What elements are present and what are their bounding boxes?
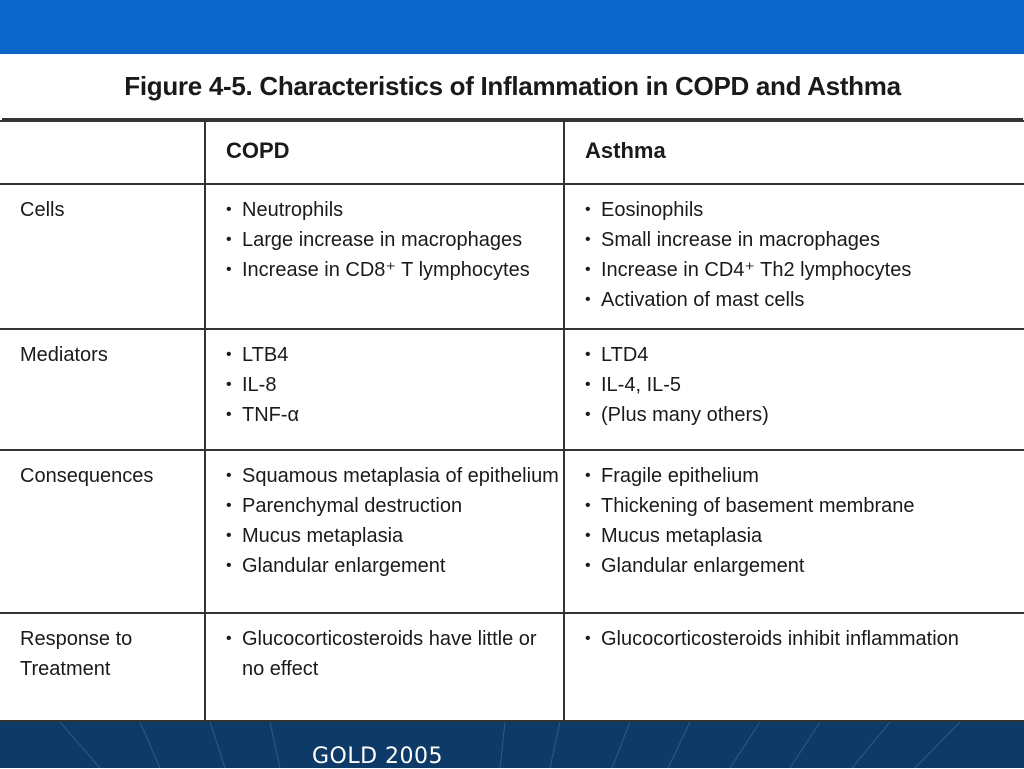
list-item: • Large increase in macrophages: [226, 225, 563, 255]
list-item: • (Plus many others): [585, 400, 1024, 430]
copd-consequences-list: [206, 451, 563, 581]
list-item: • Thickening of basement membrane: [585, 491, 1024, 521]
list-item: • LTD4: [585, 340, 1024, 370]
asthma-mediators-cell: [564, 329, 1024, 450]
row-label-response: Response to Treatment: [0, 613, 205, 721]
asthma-cells-cell: [564, 184, 1024, 329]
copd-response-cell: [205, 613, 564, 721]
table-row-cells: [0, 184, 1024, 329]
list-item: • Small increase in macrophages: [585, 225, 1024, 255]
asthma-mediators-list: [565, 330, 1024, 430]
list-item: • IL-4, IL-5: [585, 370, 1024, 400]
figure-table-image: [0, 54, 1024, 722]
asthma-consequences-cell: [564, 450, 1024, 613]
table-row-mediators: [0, 329, 1024, 450]
list-item: • Neutrophils: [226, 195, 563, 225]
list-item: • TNF-α: [226, 400, 563, 430]
copd-cells-list: [206, 185, 563, 285]
row-label-consequences: Consequences: [0, 450, 205, 613]
list-item: • Mucus metaplasia: [585, 521, 1024, 551]
list-item: • Activation of mast cells: [585, 285, 1024, 315]
footer-decoration-lines: [0, 722, 1024, 768]
copd-cells-cell: [205, 184, 564, 329]
list-item: • Glucocorticosteroids inhibit inflammation: [585, 624, 1024, 654]
list-item: • Fragile epithelium: [585, 461, 1024, 491]
comparison-table: [0, 120, 1024, 722]
source-citation: GOLD 2005: [312, 744, 444, 769]
table-row-consequences: [0, 450, 1024, 613]
table-row-response: [0, 613, 1024, 721]
list-item: • Glandular enlargement: [585, 551, 1024, 581]
list-item: • Increase in CD4⁺ Th2 lymphocytes: [585, 255, 1024, 285]
asthma-response-list: [565, 614, 1024, 654]
list-item: • Squamous metaplasia of epithelium: [226, 461, 563, 491]
slide-footer-band: [0, 722, 1024, 768]
copd-mediators-cell: [205, 329, 564, 450]
list-item: • Eosinophils: [585, 195, 1024, 225]
asthma-response-cell: [564, 613, 1024, 721]
figure-title: Figure 4-5. Characteristics of Inflammation in COPD and Asthma: [2, 54, 1023, 120]
header-cell-copd: COPD: [205, 121, 564, 184]
list-item: • IL-8: [226, 370, 563, 400]
list-item: • Parenchymal destruction: [226, 491, 563, 521]
row-label-mediators: Mediators: [0, 329, 205, 450]
list-item: • LTB4: [226, 340, 563, 370]
asthma-cells-list: [565, 185, 1024, 315]
list-item: • Mucus metaplasia: [226, 521, 563, 551]
asthma-consequences-list: [565, 451, 1024, 581]
list-item: • Increase in CD8⁺ T lymphocytes: [226, 255, 563, 285]
list-item: • Glucocorticosteroids have little or no effect: [226, 624, 563, 684]
table-header-row: [0, 121, 1024, 184]
copd-mediators-list: [206, 330, 563, 430]
copd-consequences-cell: [205, 450, 564, 613]
list-item: • Glandular enlargement: [226, 551, 563, 581]
header-cell-asthma: Asthma: [564, 121, 1024, 184]
slide-header-band: [0, 0, 1024, 54]
row-label-cells: Cells: [0, 184, 205, 329]
header-cell-empty: [0, 121, 205, 184]
copd-response-list: [206, 614, 563, 684]
